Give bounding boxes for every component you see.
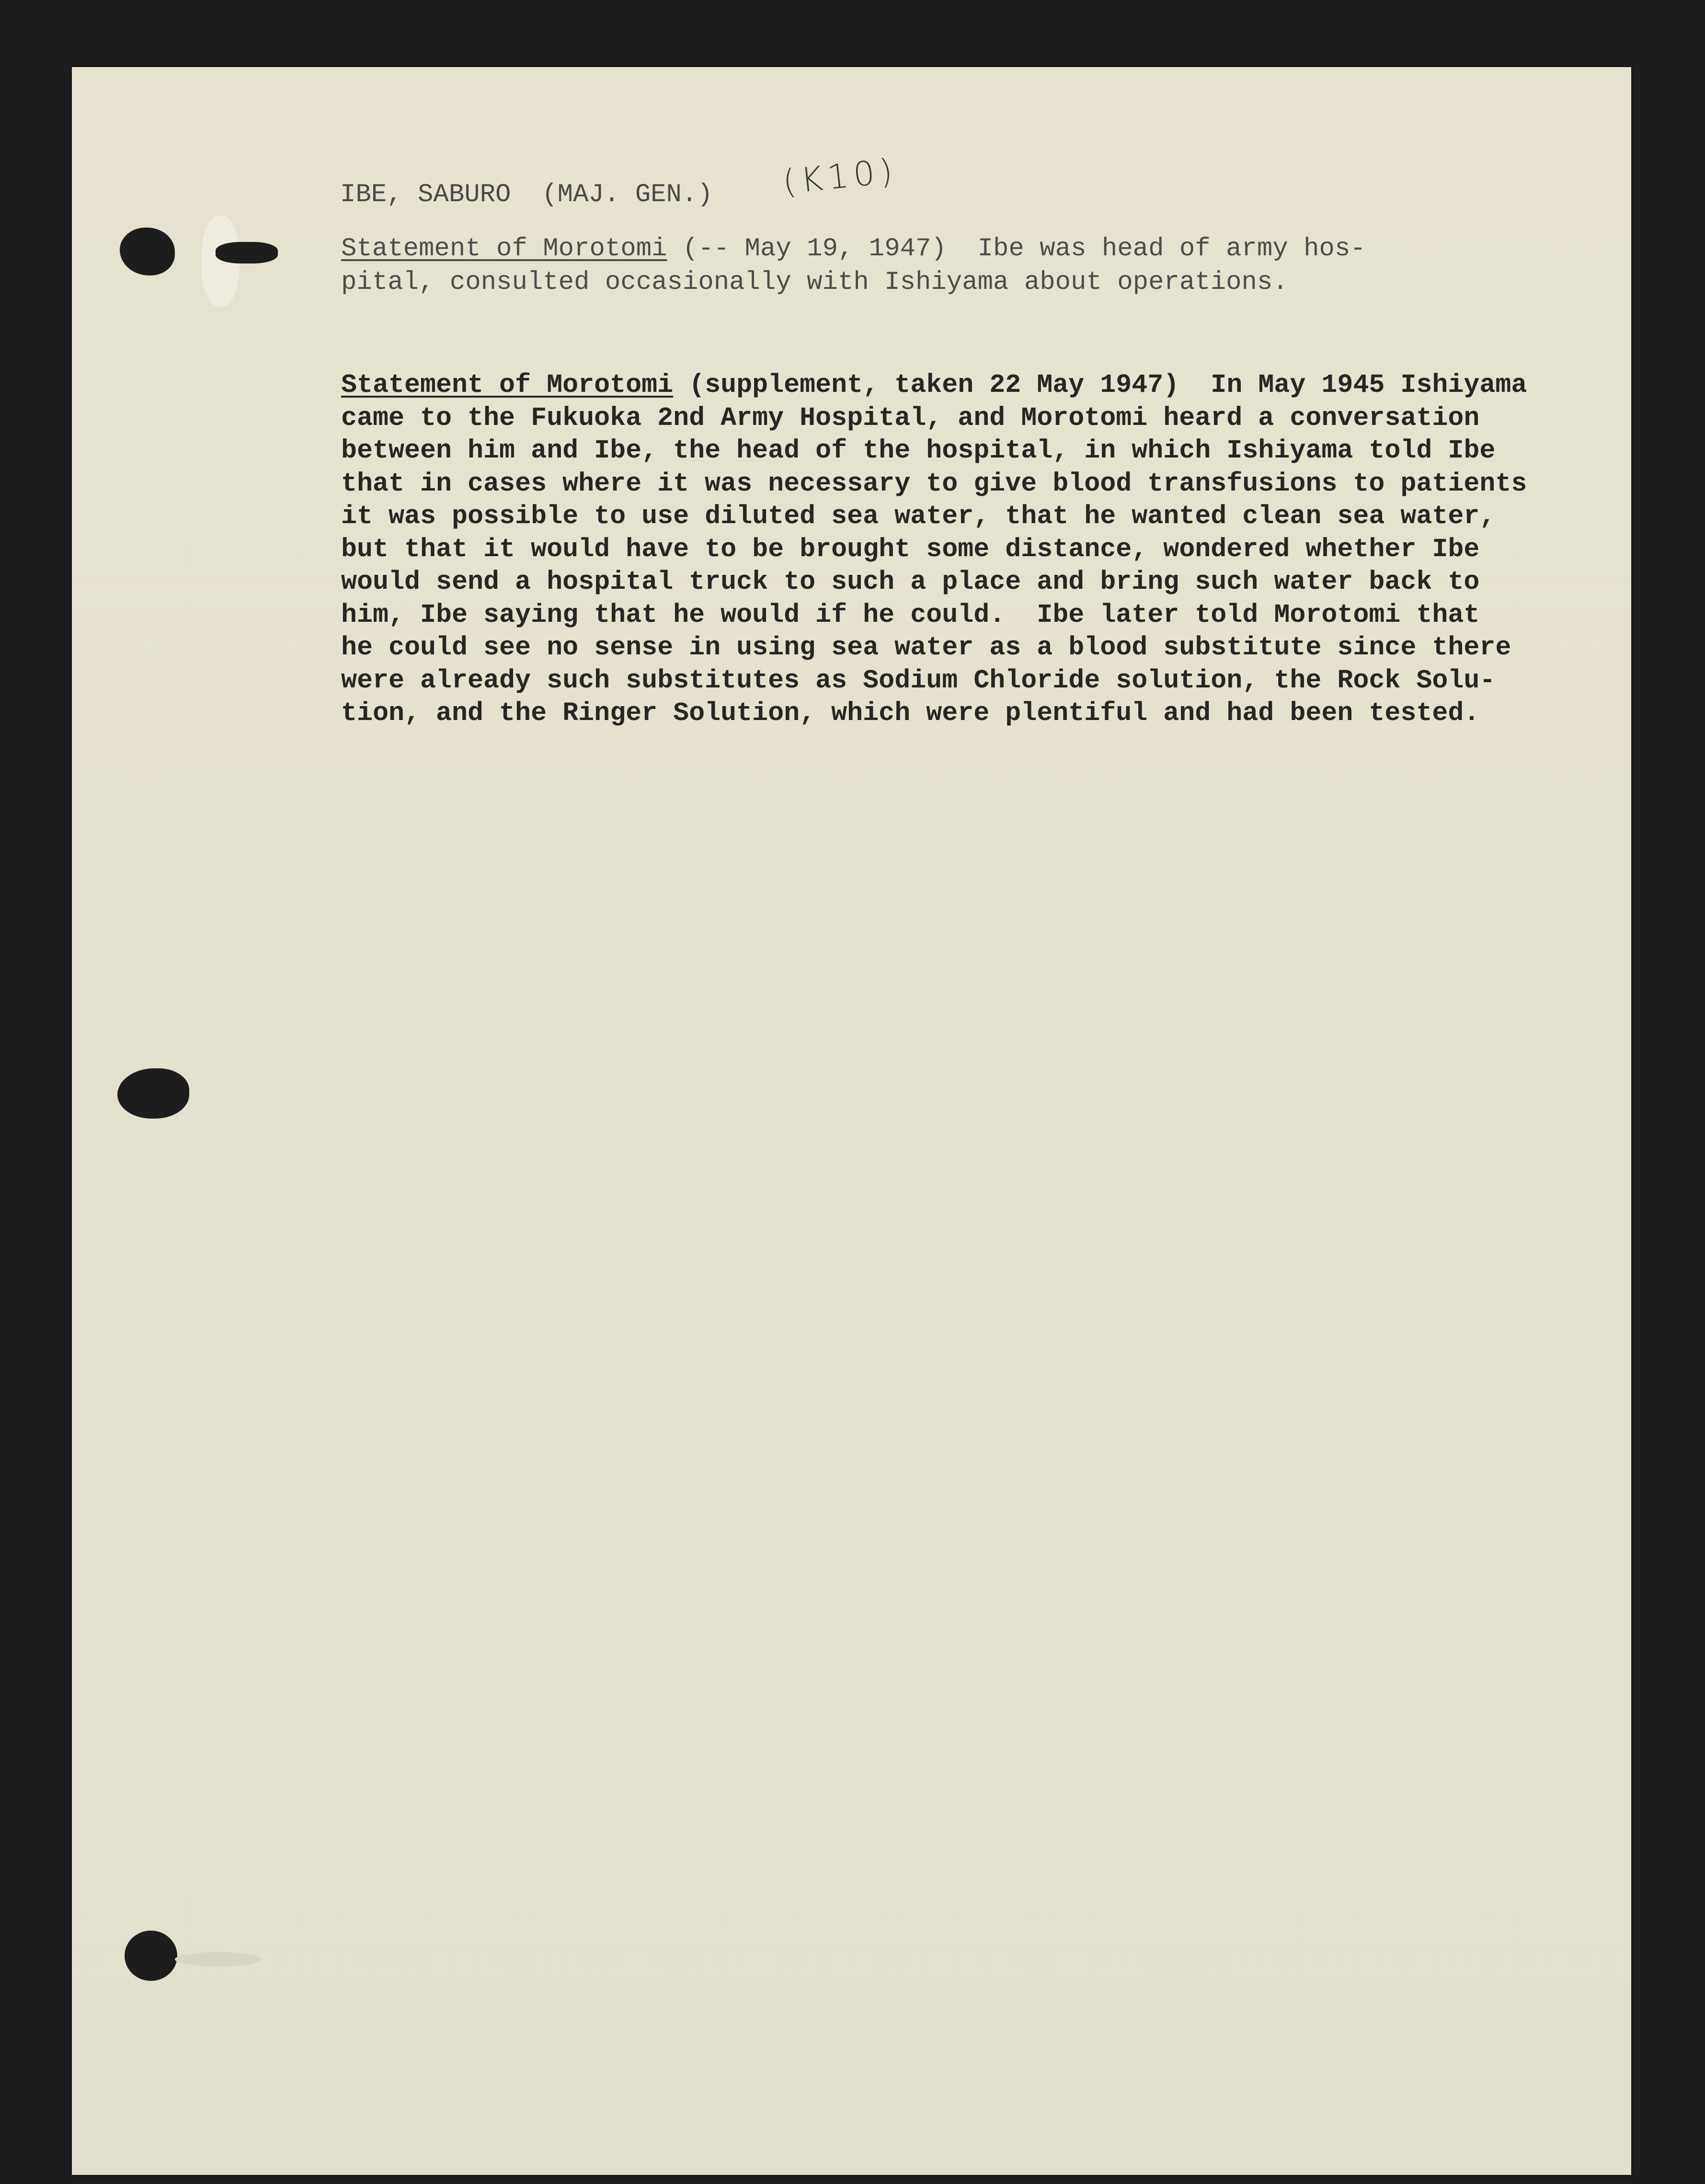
- statement-entry-2: [341, 369, 1527, 730]
- entry-line: would send a hospital truck to such a place and bring such water back to: [341, 567, 1480, 597]
- entry-line: but that it would have to be brought some distance, wondered whether Ibe: [341, 534, 1480, 564]
- entry-line: (supplement, taken 22 May 1947) In May 1945 Ishiyama: [673, 370, 1527, 400]
- punch-hole-top: [120, 228, 175, 275]
- punch-hole-middle: [117, 1068, 189, 1119]
- entry-line: came to the Fukuoka 2nd Army Hospital, and Morotomi heard a conversation: [341, 402, 1480, 433]
- entry-heading: Statement of Morotomi: [341, 370, 674, 400]
- entry-line: he could see no sense in using sea water as a blood substitute since there: [341, 632, 1511, 663]
- statement-entry-1: [341, 232, 1366, 299]
- entry-line: tion, and the Ringer Solution, which were plentiful and had been tested.: [341, 698, 1480, 728]
- paper-tear: [175, 1952, 261, 1967]
- punch-hole-bottom: [125, 1931, 177, 1981]
- subject-name: IBE, SABURO: [340, 180, 511, 209]
- document-header: [340, 178, 713, 212]
- entry-heading: Statement of Morotomi: [341, 234, 667, 263]
- punch-hole-top-notch: [216, 242, 278, 263]
- entry-line: that in cases where it was necessary to give blood transfusions to patients: [341, 468, 1527, 499]
- subject-rank: (MAJ. GEN.): [542, 180, 713, 209]
- entry-line: it was possible to use diluted sea water, that he wanted clean sea water,: [341, 501, 1496, 531]
- entry-line: between him and Ibe, the head of the hospital, in which Ishiyama told Ibe: [341, 435, 1496, 466]
- entry-line: pital, consulted occasionally with Ishiyama about operations.: [341, 268, 1288, 297]
- document-page: [72, 67, 1631, 2175]
- entry-line: him, Ibe saying that he would if he could. Ibe later told Morotomi that: [341, 599, 1480, 630]
- entry-line: were already such substitutes as Sodium Chloride solution, the Rock Solu-: [341, 665, 1496, 696]
- handwritten-annotation: (K10): [781, 150, 899, 202]
- entry-line: (-- May 19, 1947) Ibe was head of army hos-: [667, 234, 1366, 263]
